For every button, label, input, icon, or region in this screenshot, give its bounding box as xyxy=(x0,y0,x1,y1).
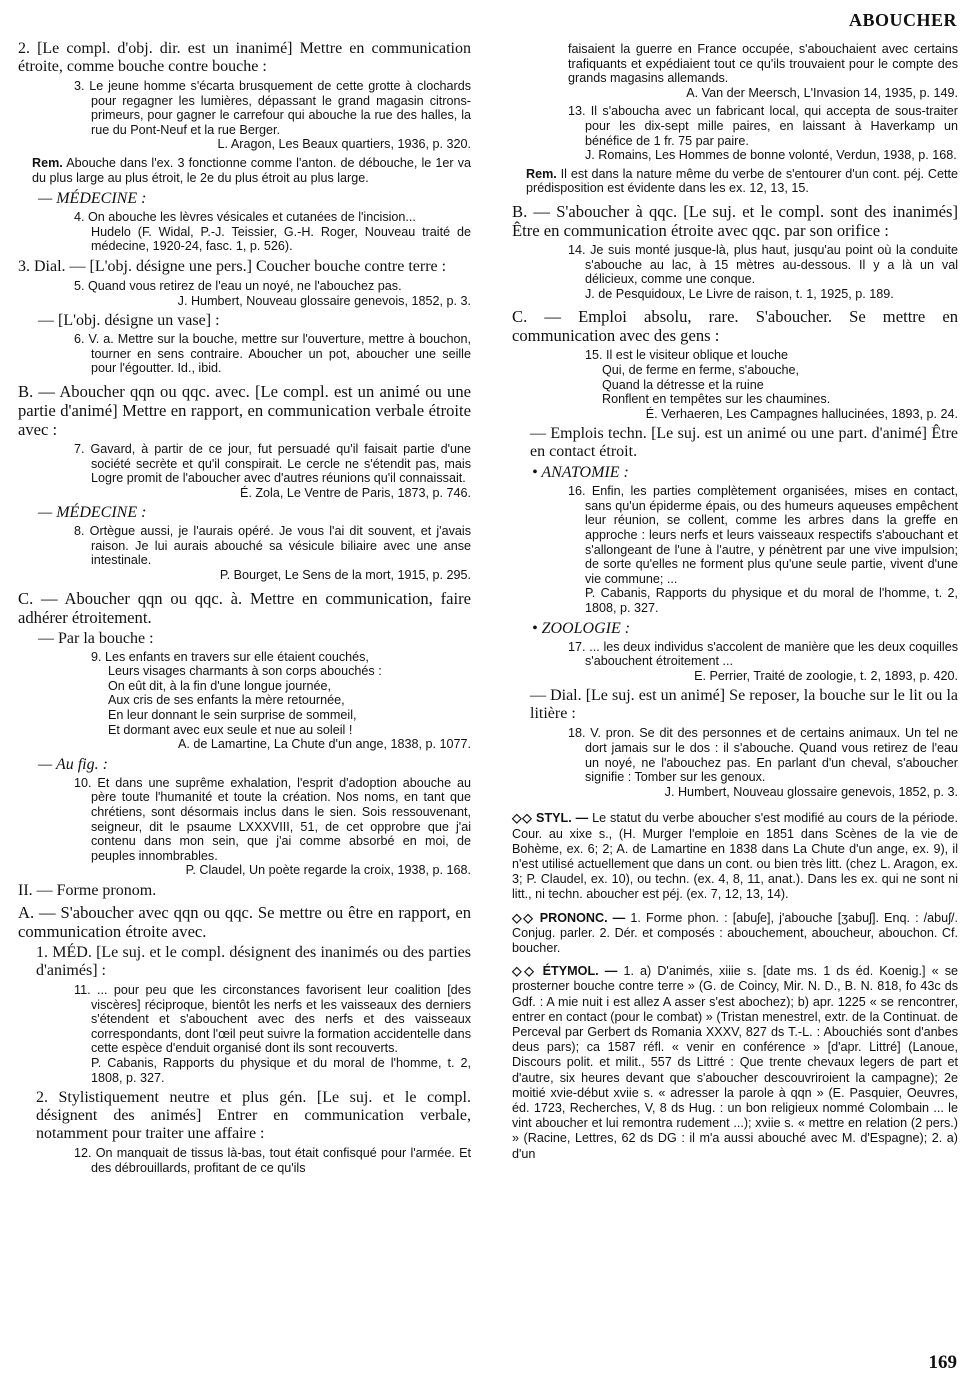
example-4: 4. On abouche les lèvres vésicales et cutanées de l'incision... Hudelo (F. Widal, P.-J. Teissier, G.-H. Roger, Nouveau traité de médecine, 1920-24, fasc. 1, p. 526). xyxy=(74,210,471,254)
example-12-continued: faisaient la guerre en France occupée, s'abouchaient avec certains trafiquants et expédiaient tout ce qu'ils trouvaient pour le compte des grands magasins allemands. A. Van der Meersch, L'Invasion 14, 1935, p. 149. xyxy=(568,42,958,100)
example-source: P. Cabanis, Rapports du physique et du moral de l'homme, t. 2, 1808, p. 327. xyxy=(585,586,958,616)
prononc-note: ◇◇ PRONONC. — 1. Forme phon. : [abuʃe], j'abouche [ʒabuʃ]. Enq. : /abuʃ/. Conjug. parler. 2. Dér. et composés : abouchement, aboucheur, abouchon. Cf. boucher. xyxy=(512,910,958,955)
example-17: 17. ... les deux individus s'accolent de manière que les deux coquilles s'abouchent étroitement ... E. Perrier, Traité de zoologie, t. 2, 1893, p. 420. xyxy=(568,639,958,683)
example-source: Id., ibid. xyxy=(177,361,222,376)
section-II: II. — Forme pronom. xyxy=(18,881,157,899)
sense-3: 3. Dial. — [L'obj. désigne une pers.] Coucher bouche contre terre : xyxy=(18,257,447,275)
example-source: Hudelo (F. Widal, P.-J. Teissier, G.-H. Roger, Nouveau traité de médecine, 1920-24, fasc. 1, p. 526). xyxy=(91,224,471,254)
domain-label-anatomie: • ANATOMIE : xyxy=(532,464,629,482)
section-C: C. — Emploi absolu, rare. S'aboucher. Se mettre en communication avec des gens : xyxy=(512,307,958,346)
example-11: 11. ... pour peu que les circonstances favorisent leur coalition [des viscères] réciproque, bientôt les nerfs et les vaisseaux des derniers s'étendent et s'abouchent avec des nerfs et des vaisseaux correspondants, dont l'œil peut suivre la formation accidentelle dans cette espèce d'enduit organisé dont ils sont recouverts. P. Cabanis, Rapports du physique et du moral de l'homme, t. 2, 1808, p. 327. xyxy=(74,982,471,1085)
running-head: ABOUCHER xyxy=(848,10,957,30)
domain-label-zoologie: • ZOOLOGIE : xyxy=(532,619,631,637)
section-B: B. — Aboucher qqn ou qqc. avec. [Le compl. est un animé ou une partie d'animé] Mettre en rapport, en communication verbale étroite avec : xyxy=(18,381,471,439)
example-source: A. Van der Meersch, L'Invasion 14, 1935, p. 149. xyxy=(686,85,958,100)
section-A: A. — S'aboucher avec qqn ou qqc. Se mettre ou être en rapport, en communication étroite avec. xyxy=(18,902,471,941)
example-6: 6. V. a. Mettre sur la bouche, mettre sur l'ouverture, mettre à bouchon, tourner en sens contraire. Aboucher un pot, aboucher une seille pour l'égoutter. Id., ibid. xyxy=(74,332,471,376)
sub-sense-bouche: — Par la bouche : xyxy=(38,629,154,647)
example-13: 13. Il s'aboucha avec un fabricant local, qui accepta de sous-traiter pour les dix-sept mille paires, en laissant à Haverkamp un bénéfice de 1 fr. 75 par paire. J. Romains, Les Hommes de bonne volonté, Verdun, 1938, p. 168. xyxy=(568,104,958,163)
page-number: 169 xyxy=(928,1352,957,1373)
sense-techn: — Emplois techn. [Le suj. est un animé ou une part. d'animé] Être en contact étroit. xyxy=(530,425,958,461)
example-source: A. de Lamartine, La Chute d'un ange, 1838, p. 1077. xyxy=(178,737,471,752)
example-3: 3. Le jeune homme s'écarta brusquement de cette grotte à clochards pour regagner les lumières, dépassant le grand magasin citrons-primeurs, pour gagner le carrefour qui abouche la rue des halles, la rue du Pont-Neuf et la rue Berger. L. Aragon, Les Beaux quartiers, 1936, p. 320. xyxy=(74,79,471,152)
etymol-note: ◇◇ ÉTYMOL. — 1. a) D'animés, xiiie s. [date ms. 1 ds éd. Koenig.] « se prosterner bouche contre terre » (G. de Coincy, Mir. N. D., B. N. 818, fo 43c ds Gdf. : A mie nuit i est allez A asser s'est abochez); b) apr. 1225 « se rencontrer, entrer en contact (pour le combat) » (Tristan menestrel, extr. de la Continuat. de Perceval par Gerbert ds Romania XXXV, 827 ds T.-L. : Abouchiés sont d'anbes deus pars); ca 1587 réfl. « venir en conférence » [d'apr. Littré] (Lanoue, Discours polit. et milit., 557 ds Littré : Que trente chevaux legers de part et d'autre, six heures devant que s'aboucher descouvriroient la campagne); 2e moitié xvie-début xviie s. « adresser la parole à qqn » (E. Pasquier, Oeuvres, éd. 1723, Recherches, V, 8 ds Hug. : un bon religieux nommé Colombain ... le vint aboucher et lui remontra rudement ...); xviie s. « mettre en relation (2 pers.) » (Racine, Lettres, 62 ds DG : il m'a aussi abouché avec M. d'Espagne); 2. a) d'un xyxy=(512,964,959,1161)
example-source: É. Zola, Le Ventre de Paris, 1873, p. 746. xyxy=(239,485,471,500)
remark: Rem. Abouche dans l'ex. 3 fonctionne comme l'anton. de débouche, le 1er va du plus large au plus étroit, le 2e du plus étroit au plus large. xyxy=(32,155,471,185)
section-C: C. — Aboucher qqn ou qqc. à. Mettre en communication, faire adhérer étroitement. xyxy=(18,588,471,627)
example-8: 8. Ortègue aussi, je l'aurais opéré. Je vous l'ai dit souvent, et j'avais raison. Je lui aurais abouché sa vésicule biliaire avec une anse intestinale. P. Bourget, Le Sens de la mort, 1915, p. 295. xyxy=(74,524,471,583)
example-source: P. Cabanis, Rapports du physique et du moral de l'homme, t. 2, 1808, p. 327. xyxy=(91,1055,471,1085)
example-15: 15. Il est le visiteur oblique et louche Qui, de ferme en ferme, s'abouche, Quand la détresse et la ruine Ronflent en tempêtes sur les chaumines. É. Verhaeren, Les Campagnes hallucinées, 1893, p. 24. xyxy=(585,348,958,421)
sense-med: 1. MÉD. [Le suj. et le compl. désignent des inanimés ou des parties d'animés] : xyxy=(36,943,471,979)
sense-2: 2. [Le compl. d'obj. dir. est un inanimé] Mettre en communication étroite, comme bouche contre bouche : xyxy=(18,40,471,75)
example-source: L. Aragon, Les Beaux quartiers, 1936, p. 320. xyxy=(217,137,471,152)
remark: Rem. Il est dans la nature même du verbe de s'entourer d'un cont. péj. Cette prédisposition est évidente dans les ex. 12, 13, 15. xyxy=(526,166,959,196)
sense-dial: — Dial. [Le suj. est un animé] Se reposer, la bouche sur le lit ou la litière : xyxy=(530,687,958,723)
example-source: J. Romains, Les Hommes de bonne volonté, Verdun, 1938, p. 168. xyxy=(585,148,957,163)
example-source: P. Bourget, Le Sens de la mort, 1915, p. 295. xyxy=(219,568,471,583)
right-column xyxy=(512,40,958,1168)
styl-note: ◇◇ STYL. — Le statut du verbe aboucher s'est modifié au cours de la période. Cour. au xixe s., (H. Murger l'emploie en 1851 dans Scènes de la vie de Bohème, ex. 6; 2; A. de Lamartine en 1838 dans La Chute d'un ange, ex. 9), il n'est utilisé actuellement que dans un cont. ou bien très litt. (chez L. Aragon, ex. 3; P. Claudel, ex. 10), ou techn. (ex. 4, 8, 11, anat.). Dans les ex. qui ne sont ni litt., ni techn. aboucher est péj. (ex. 7, 12, 13, 14). xyxy=(512,811,958,902)
example-source: E. Perrier, Traité de zoologie, t. 2, 1893, p. 420. xyxy=(694,668,958,683)
example-5: 5. Quand vous retirez de l'eau un noyé, ne l'abouchez pas. J. Humbert, Nouveau glossaire genevois, 1852, p. 3. xyxy=(74,278,471,308)
domain-label-medecine: — MÉDECINE : xyxy=(38,190,147,208)
example-source: P. Claudel, Un poète regarde la croix, 1938, p. 168. xyxy=(185,863,471,878)
sense-styl-2: 2. Stylistiquement neutre et plus gén. [Le suj. et le compl. désignent des animés] Entrer en communication verbale, notamment pour traiter une affaire : xyxy=(36,1089,471,1143)
example-7: 7. Gavard, à partir de ce jour, fut persuadé qu'il faisait partie d'une société secrète et qu'il conspirait. Le cercle ne s'étendit pas, mais Logre promit de l'aboucher avec d'autres réunions qu'il connaissait. É. Zola, Le Ventre de Paris, 1873, p. 746. xyxy=(74,441,471,500)
left-column xyxy=(18,40,471,1179)
example-14: 14. Je suis monté jusque-là, plus haut, jusqu'au point où la conduite s'abouche au lac, à 15 mètres au-dessous. Il y a là un val délicieux, comme une conque. J. de Pesquidoux, Le Livre de raison, t. 1, 1925, p. 189. xyxy=(568,242,958,301)
domain-label-medecine: — MÉDECINE : xyxy=(38,504,147,522)
example-18: 18. V. pron. Se dit des personnes et de certains animaux. Un tel ne dort jamais sur le dos : il s'abouche. Quand vous retirez de l'eau un noyé, ne l'abouchez pas. En parlant d'un cheval, s'aboucher signifie : Tomber sur les genoux. J. Humbert, Nouveau glossaire genevois, 1852, p. 3. xyxy=(568,726,958,799)
example-source: J. de Pesquidoux, Le Livre de raison, t. 1, 1925, p. 189. xyxy=(585,286,894,301)
example-source: J. Humbert, Nouveau glossaire genevois, 1852, p. 3. xyxy=(664,784,958,799)
example-12: 12. On manquait de tissus là-bas, tout était confisqué pour l'armée. Et des débrouillards, profitant de ce qu'ils xyxy=(74,1146,471,1175)
example-9: 9. Les enfants en travers sur elle étaient couchés, Leurs visages charmants à son corps abouchés : On eût dit, à la fin d'une longue journée, Aux cris de ses enfants la mère retournée, En leur donnant le sein surprise de sommeil, Et dormant avec eux seule et nue au soleil ! A. de Lamartine, La Chute d'un ange, 1838, p. 1077. xyxy=(91,649,471,752)
example-10: 10. Et dans une suprême exhalation, l'esprit d'adoption abouche au père toute l'humanité et toute la création. Nos noms, en tant que chrétiens, sont désormais inclus dans le sien. Sois ressouvenant, seigneur, dit le psaume LXXXVIII, 51, de cet opprobre que j'ai contenu dans mon sein, que j'ai comme absorbé en moi, de peuples innombrables. P. Claudel, Un poète regarde la croix, 1938, p. 168. xyxy=(74,775,471,878)
example-source: J. Humbert, Nouveau glossaire genevois, 1852, p. 3. xyxy=(177,293,471,308)
sub-sense-vase: — [L'obj. désigne un vase] : xyxy=(38,312,220,330)
sub-sense-figure: — Au fig. : xyxy=(38,755,108,773)
example-source: É. Verhaeren, Les Campagnes hallucinées, 1893, p. 24. xyxy=(645,406,958,421)
example-16: 16. Enfin, les parties complètement organisées, mises en contact, sans qu'un épiderme épais, ou des humeurs aqueuses empêchent leur réunion, se collent, comme les arbres dans la greffe en approche : leurs nerfs et leurs vaisseaux respectifs s'abouchant et s'allongeant de l'une à l'autre, y pénètrent par une vive impulsion; de sorte qu'elles ne forment plus qu'une seule partie, vivent d'une vie commune; ... P. Cabanis, Rapports du physique et du moral de l'homme, t. 2, 1808, p. 327. xyxy=(568,484,958,616)
section-B: B. — S'aboucher à qqc. [Le suj. et le compl. sont des inanimés] Être en communication étroite avec qqc. par son orifice : xyxy=(512,201,958,240)
